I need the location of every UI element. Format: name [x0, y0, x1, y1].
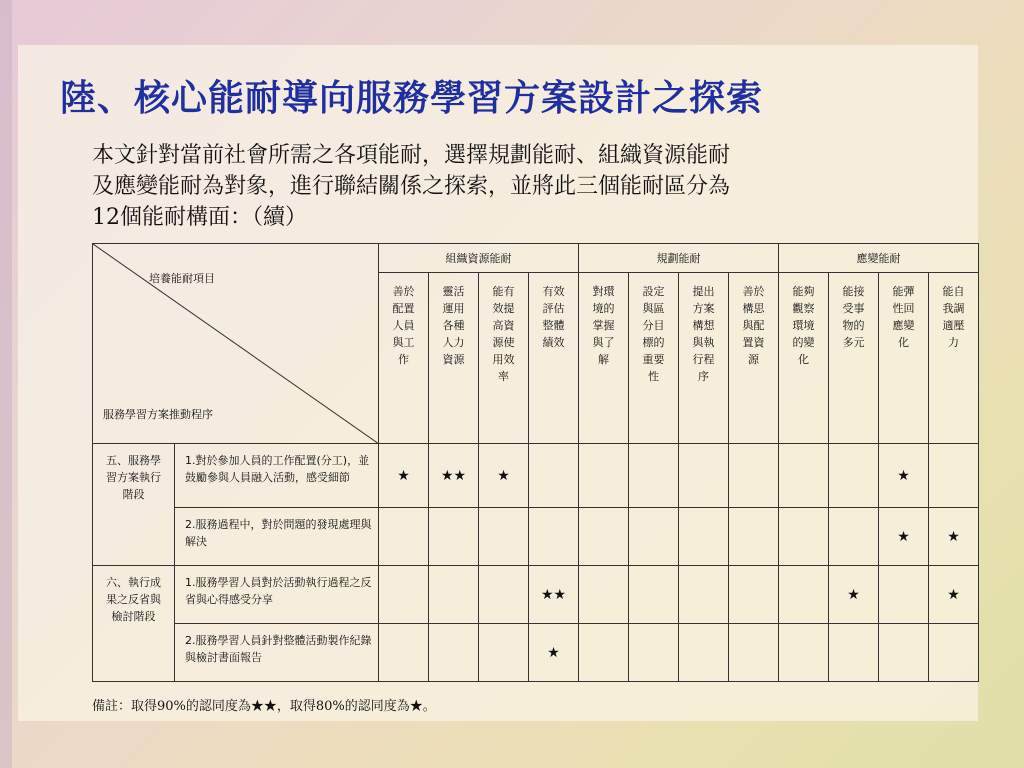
subheader-cell — [929, 273, 979, 444]
intro-line: 及應變能耐為對象，進行聯結關係之探索，並將此三個能耐區分為 — [92, 174, 731, 199]
mark-cell — [379, 566, 429, 624]
intro-paragraph — [92, 140, 932, 233]
subheader-cell — [579, 273, 629, 444]
mark-cell — [529, 444, 579, 508]
subheader-label: 能有效提高資源使用效率 — [492, 285, 515, 383]
subheader-cell — [429, 273, 479, 444]
mark-cell: ★ — [479, 444, 529, 508]
corner-header-cell — [93, 244, 379, 444]
mark-cell — [379, 624, 429, 682]
subheader-cell — [879, 273, 929, 444]
mark-cell — [579, 566, 629, 624]
table-row — [93, 566, 979, 624]
mark-cell — [679, 566, 729, 624]
subheader-label: 能自我調適壓力 — [942, 285, 965, 349]
stage-label: 五、服務學習方案執行階段 — [106, 454, 161, 501]
subheader-cell — [779, 273, 829, 444]
subheader-cell — [629, 273, 679, 444]
intro-line: 本文針對當前社會所需之各項能耐，選擇規劃能耐、組織資源能耐 — [92, 143, 731, 168]
stage-cell — [93, 566, 175, 682]
intro-line: 12個能耐構面：（續） — [92, 205, 307, 230]
mark-cell — [479, 624, 529, 682]
mark-cell — [629, 624, 679, 682]
group-header: 應變能耐 — [779, 244, 979, 273]
table-row — [93, 444, 979, 508]
corner-bottom-label: 服務學習方案推動程序 — [103, 408, 213, 421]
mark-cell — [379, 508, 429, 566]
mark-cell — [879, 624, 929, 682]
mark-cell — [679, 508, 729, 566]
subheader-label: 有效評估整體績效 — [542, 285, 565, 349]
mark-cell: ★ — [879, 444, 929, 508]
mark-cell: ★ — [829, 566, 879, 624]
mark-cell — [929, 444, 979, 508]
mark-cell — [829, 444, 879, 508]
subheader-label: 能接受事物的多元 — [842, 285, 865, 349]
subheader-label: 提出方案構想與執行程序 — [692, 285, 715, 383]
group-header: 規劃能耐 — [579, 244, 779, 273]
step-cell: 2.服務學習人員針對整體活動製作紀錄與檢討書面報告 — [175, 624, 379, 682]
subheader-label: 靈活運用各種人力資源 — [442, 285, 465, 366]
mark-cell — [429, 566, 479, 624]
mark-cell — [479, 566, 529, 624]
subheader-label: 對環境的掌握與了解 — [592, 285, 615, 366]
subheader-cell — [529, 273, 579, 444]
mark-cell — [429, 508, 479, 566]
step-cell: 1.對於參加人員的工作配置(分工)，並鼓勵參與人員融入活動，感受細節 — [175, 444, 379, 508]
group-header-row — [93, 244, 979, 273]
mark-cell — [779, 444, 829, 508]
mark-cell: ★ — [529, 624, 579, 682]
stage-cell — [93, 444, 175, 566]
mark-cell — [679, 624, 729, 682]
mark-cell — [779, 508, 829, 566]
mark-cell — [929, 624, 979, 682]
mark-cell — [879, 566, 929, 624]
slide-left-edge — [0, 0, 12, 768]
corner-top-label: 培養能耐項目 — [149, 272, 215, 285]
mark-cell — [579, 508, 629, 566]
subheader-cell — [379, 273, 429, 444]
subheader-label: 設定與區分目標的重要性 — [642, 285, 665, 383]
subheader-cell — [729, 273, 779, 444]
subheader-cell — [829, 273, 879, 444]
group-header: 組織資源能耐 — [379, 244, 579, 273]
stage-label: 六、執行成果之反省與檢討階段 — [106, 576, 161, 623]
mark-cell — [629, 566, 679, 624]
subheader-label: 能彈性回應變化 — [892, 285, 915, 349]
subheader-cell — [479, 273, 529, 444]
mark-cell — [579, 624, 629, 682]
mark-cell: ★★ — [529, 566, 579, 624]
mark-cell — [679, 444, 729, 508]
mark-cell: ★★ — [429, 444, 479, 508]
mark-cell — [579, 444, 629, 508]
mark-cell — [829, 508, 879, 566]
mark-cell: ★ — [379, 444, 429, 508]
footnote: 備註：取得90%的認同度為★★，取得80%的認同度為★。 — [92, 699, 436, 714]
mark-cell — [779, 566, 829, 624]
mark-cell — [729, 444, 779, 508]
competency-matrix-table — [92, 243, 979, 682]
mark-cell — [629, 444, 679, 508]
mark-cell — [629, 508, 679, 566]
mark-cell — [829, 624, 879, 682]
mark-cell — [429, 624, 479, 682]
table-row — [93, 624, 979, 682]
step-cell: 2.服務過程中，對於問題的發現處理與解決 — [175, 508, 379, 566]
mark-cell — [729, 624, 779, 682]
subheader-label: 能夠觀察環境的變化 — [792, 285, 815, 366]
mark-cell: ★ — [879, 508, 929, 566]
subheader-label: 善於構思與配置資源 — [742, 285, 765, 366]
step-cell: 1.服務學習人員對於活動執行過程之反省與心得感受分享 — [175, 566, 379, 624]
table-row — [93, 508, 979, 566]
mark-cell — [729, 508, 779, 566]
subheader-label: 善於配置人員與工作 — [392, 285, 415, 366]
mark-cell: ★ — [929, 566, 979, 624]
slide-title: 陸、核心能耐導向服務學習方案設計之探索 — [60, 77, 764, 119]
mark-cell — [529, 508, 579, 566]
mark-cell: ★ — [929, 508, 979, 566]
mark-cell — [779, 624, 829, 682]
mark-cell — [729, 566, 779, 624]
mark-cell — [479, 508, 529, 566]
subheader-cell — [679, 273, 729, 444]
